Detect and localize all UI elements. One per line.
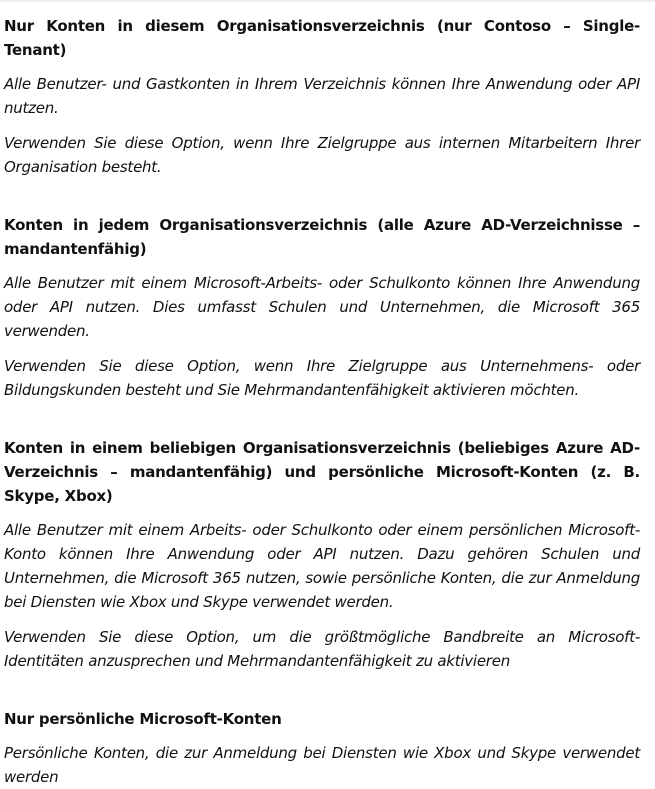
option-usage-note: Verwenden Sie diese Option, um die größtmögliche Bandbreite an Microsoft-Identitäten anzusprechen und Mehrmandantenfähigkeit zu aktivieren (4, 628, 640, 670)
option-multi-tenant-and-personal (4, 436, 640, 673)
option-personal-only (4, 707, 640, 789)
option-description: Alle Benutzer mit einem Arbeits- oder Schulkonto oder einem persönlichen Microsoft-Konto können Ihre Anwendung oder API nutzen. Dazu gehören Schulen und Unternehmen, die Microsoft 365 nutzen, sowie persönliche Konten, die zur Anmeldung bei Diensten wie Xbox und Skype verwendet werden. (4, 521, 640, 611)
option-description: Alle Benutzer- und Gastkonten in Ihrem Verzeichnis können Ihre Anwendung oder API nutzen. (4, 75, 640, 117)
option-description: Persönliche Konten, die zur Anmeldung bei Diensten wie Xbox und Skype verwendet werden (4, 744, 640, 786)
option-heading: Nur Konten in diesem Organisationsverzeichnis (nur Contoso – Single-Tenant) (4, 17, 640, 59)
top-divider (0, 0, 655, 2)
option-heading: Konten in einem beliebigen Organisationsverzeichnis (beliebiges Azure AD-Verzeichnis – mandantenfähig) und persönliche Microsoft-Konten (z. B. Skype, Xbox) (4, 439, 640, 505)
option-single-tenant (4, 14, 640, 179)
option-description: Alle Benutzer mit einem Microsoft-Arbeits- oder Schulkonto können Ihre Anwendung oder API nutzen. Dies umfasst Schulen und Unternehmen, die Microsoft 365 verwenden. (4, 274, 640, 340)
option-usage-note: Verwenden Sie diese Option, wenn Ihre Zielgruppe aus Unternehmens- oder Bildungskunden besteht und Sie Mehrmandantenfähigkeit aktivieren möchten. (4, 357, 640, 399)
option-usage-note: Verwenden Sie diese Option, wenn Ihre Zielgruppe aus internen Mitarbeitern Ihrer Organisation besteht. (4, 134, 640, 176)
option-multi-tenant (4, 213, 640, 402)
option-heading: Konten in jedem Organisationsverzeichnis (alle Azure AD-Verzeichnisse – mandantenfähig) (4, 216, 640, 258)
option-heading: Nur persönliche Microsoft-Konten (4, 710, 282, 728)
document-body (4, 14, 640, 789)
